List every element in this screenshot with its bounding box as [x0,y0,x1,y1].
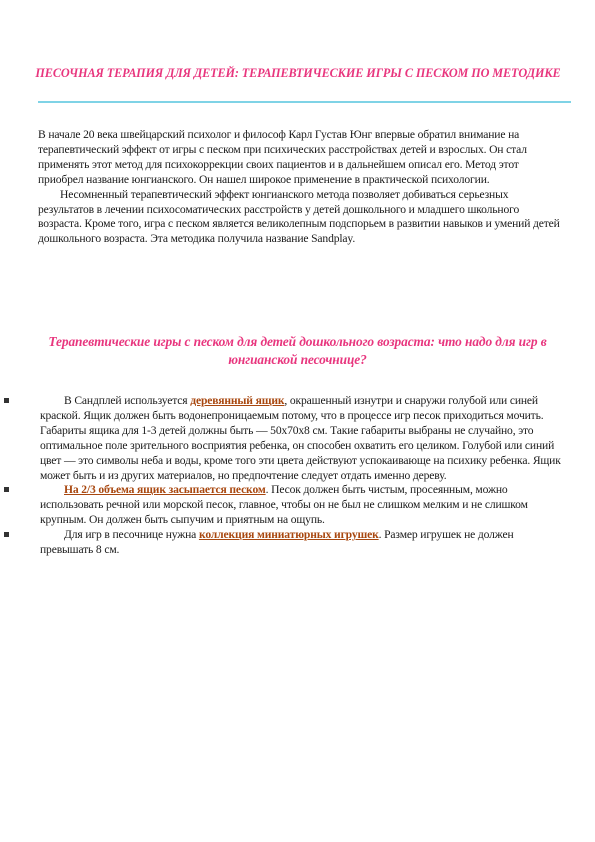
list-item-text: , окрашенный изнутри и снаружи голубой или синей краской. Ящик должен быть водонепроницаемым потому, что в процессе игр песок приходиться мочить. Габариты ящика для 1-3 детей должны быть — 50х70х8 см. Такие габариты выбраны не случайно, это оптимальное поле зрительного восприятия ребенка, он способен охватить его целиком. Голубой или синий цвет — это символы неба и воды, кроме того эти цвета действуют успокаивающе на психику ребенка. Ящик может быть и из других материалов, но предпочтение следует отдать именно дереву. [40,394,561,482]
intro-section [38,128,561,247]
intro-paragraph-1: В начале 20 века швейцарский психолог и философ Карл Густав Юнг впервые обратил внимание на терапевтический эффект от игры с песком при психических расстройствах детей и взрослых. Он стал применять этот метод для психокоррекции своих пациентов и в дальнейшем описал его. Метод этот приобрел название юнгианского. Он нашел широкое применение в практической психологии. [38,128,527,186]
list-item-text: В Сандплей используется [64,394,191,407]
bullet-marker-icon [4,532,9,537]
list-item-highlight: коллекция миниатюрных игрушек [198,528,379,542]
bullet-marker-icon [4,398,9,403]
bullet-marker-icon [4,487,9,492]
title-underline [38,101,571,103]
list-item [4,483,564,528]
list-item-text: . Песок должен быть чистым, просеянным, можно использовать речной или морской песок, главное, чтобы он не был не слишком мелким и не слишком крупным. Он должен быть сыпучим и приятным на ощупь. [40,483,528,527]
list-item [4,528,564,558]
intro-paragraph-2: Несомненный терапевтический эффект юнгианского метода позволяет добиваться серьезных результатов в лечении психосоматических расстройств у детей дошкольного и младшего школьного возраста. Кроме того, игра с песком является великолепным подспорьем в развитии навыков и умений детей дошкольного возраста. Эта методика получила название Sandplay. [38,187,560,246]
list-item [4,394,564,483]
list-item-highlight: деревянный ящик [190,394,285,407]
list-item-text: . Размер игрушек не должен превышать 8 см. [40,528,514,557]
list-item-text: Для игр в песочнице нужна [64,528,199,542]
bullet-list [4,394,564,558]
section-subtitle: Терапевтические игры с песком для детей дошкольного возраста: что надо для игр в юнгианской песочнице? [48,334,547,367]
article-title: ПЕСОЧНАЯ ТЕРАПИЯ ДЛЯ ДЕТЕЙ: ТЕРАПЕВТИЧЕСКИЕ ИГРЫ С ПЕСКОМ ПО МЕТОДИКЕ [35,66,561,80]
list-item-highlight: На 2/3 объема ящик засыпается песком [64,483,266,497]
